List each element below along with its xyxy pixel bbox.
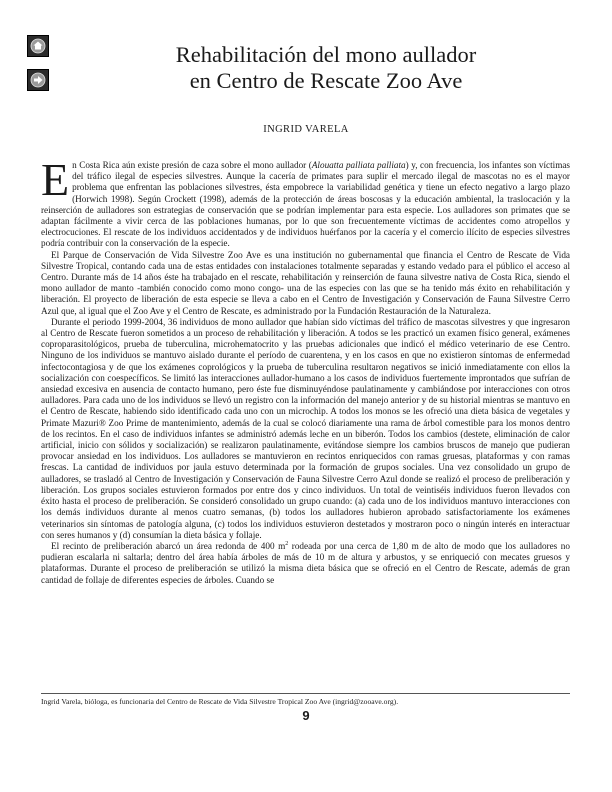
author-name: INGRID VARELA (263, 124, 349, 135)
article-title (60, 42, 592, 94)
home-button[interactable] (27, 35, 49, 57)
next-page-button[interactable] (27, 69, 49, 91)
paragraph-4-rest: rodeada por una cerca de 1,80 m de alto de modo que los aulladores no pudieran escalarla ni saltarla; dentro del área había árboles de más de 10 m de altura y arbustos, y se enriqueció con mecates gruesos y plataformas. Durante el proceso de preliberación se utilizó la misma dieta básica que se ofreció en el Centro de Rescate, además de gran cantidad de follaje de diferentes especies de árboles. Cuando se (41, 540, 570, 585)
title-line-1: Rehabilitación del mono aullador (175, 42, 477, 67)
paragraph-1-rest: ) y, con frecuencia, los infantes son víctimas del tráfico ilegal de especies silvestres. Aunque la cacería de primates para suplir el mercado ilegal de mascotas no es el mayor problema que enfrentan las poblaciones silvestres, ésta empobrece la variabilidad genética y tiene un efecto negativo a largo plazo (Horwich 1998). Según Crockett (1998), además de la protección de áreas boscosas y la educación ambiental, la traslocación y la reinserción de aulladores son estrategias de conservación que se podrían implementar para esta especie. Los aulladores son primates que se adaptan fácilmente a vivir cerca de las poblaciones humanas, por lo que son frecuentemente víctimas de accidentes como atropellos y electrocuciones. El rescate de los individuos accidentados y de individuos huérfanos por la cacería y el comercio ilícito de especies silvestres podría contribuir con la conservación de la especie. (41, 160, 570, 249)
paragraph-3: Durante el periodo 1999-2004, 36 individuos de mono aullador que habían sido víctimas del tráfico de mascotas silvestres y que ingresaron al Centro de Rescate fueron sometidos a un proceso de rehabilitación y liberación. A todos se les practicó un examen físico general, exámenes coproparasitológicos, prueba de tuberculina, microhematocrito y las pruebas adicionales que indicó el médico veterinario de ese Centro. Ninguno de los individuos se mantuvo aislado durante el período de cuarentena, y en los casos en que no existieron síntomas de enfermedad infectocontagiosa y de que los exámenes coprológicos y la prueba de tuberculina resultaron negativos se inició inmediatamente con ellos la socialización con coespecíficos. Se limitó las interacciones aullador-humano a los casos de individuos fuertemente improntados que sufrían de ansiedad excesiva en ausencia de contacto humano, pero éste fue disminuyéndose paulatinamente y cambiándose por interacciones con otros aulladores. Para cada uno de los individuos se llevó un registro con la información del manejo anterior y de su historial mientras se mantuvo en el Centro de Rescate, habiendo sido identificado cada uno con un microchip. A todos los monos se les ofreció una dieta básica de vegetales y Primate Mazuri® Zoo Prime de mantenimiento, además de la cual se colocó diariamente una rama de árbol comestible para los monos dentro de los recintos. En el caso de individuos infantes se administró además leche en un biberón. Todos los cambios (destete, eliminación de calor artificial, inicio con sólidos y socialización) se realizaron paulatinamente, evitándose siempre los cambios bruscos de manejo que pudieran provocar ansiedad en los individuos. Los aulladores se mantuvieron en recintos enriquecidos con ramas gruesas, plataformas y con ramas frescas. La cantidad de individuos por jaula estuvo determinada por la formación de grupos sociales. Una vez consolidado un grupo de aulladores, se trasladó al Centro de Investigación y Conservación de Fauna Silvestre Cerro Azul donde se realizó el proceso de preliberación y liberación. Los grupos sociales estuvieron formados por entre dos y cinco individuos. Un total de veintiséis individuos fueron llevados con éxito hasta el proceso de preliberación. Se consideró consolidado un grupo cuando: (a) cada uno de los individuos mantuvo interacciones con los demás individuos durante al menos cuatro semanas, (b) todos los aulladores hubieron aprobado satisfactoriamente los exámenes veterinarios sin síntomas de patología alguna, (c) todos los individuos estuvieron destetados y mostraron poco o ningún interés en interactuar con seres humanos y (d) consumían la dieta básica y follaje. (41, 316, 570, 540)
article-body (41, 154, 570, 586)
home-icon (30, 38, 46, 54)
footnote-divider (41, 693, 570, 694)
paragraph-2: El Parque de Conservación de Vida Silvestre Zoo Ave es una institución no gubernamental que financia el Centro de Rescate de Vida Silvestre Tropical, contando cada una de estas entidades con instalaciones totalmente separadas y estando vedado para el público el acceso al Centro. Durante más de 14 años éste ha trabajado en el rescate, rehabilitación y reinserción de fauna silvestre nativa de Costa Rica, siendo el mono aullador de manto -también conocido como mono congo- una de las especies con las que se ha tenido más éxito en rehabilitación y liberación. El proyecto de liberación de esta especie se lleva a cabo en el Centro de Investigación y Conservación de Fauna Silvestre Cerro Azul que, al igual que el Zoo Ave y el Centro de Rescate, es administrado por la Fundación Restauración de la Naturaleza. (41, 249, 570, 316)
drop-cap: E (41, 154, 70, 205)
paragraph-4-start: El recinto de preliberación abarcó un área redonda de 400 m (51, 540, 286, 551)
species-name: Alouatta palliata palliata (311, 160, 406, 170)
superscript-2: 2 (285, 540, 289, 547)
paragraph-1 (41, 154, 570, 250)
arrow-right-icon (30, 72, 46, 88)
footnote: Ingrid Varela, bióloga, es funcionaria del Centro de Rescate de Vida Silvestre Tropical Zoo Ave (ingrid@zooave.org). (41, 697, 399, 706)
paragraph-1-start: n Costa Rica aún existe presión de caza sobre el mono aullador ( (72, 160, 312, 170)
paragraph-4 (41, 541, 570, 586)
page-number: 9 (302, 708, 310, 723)
title-line-2: en Centro de Rescate Zoo Ave (189, 68, 463, 93)
